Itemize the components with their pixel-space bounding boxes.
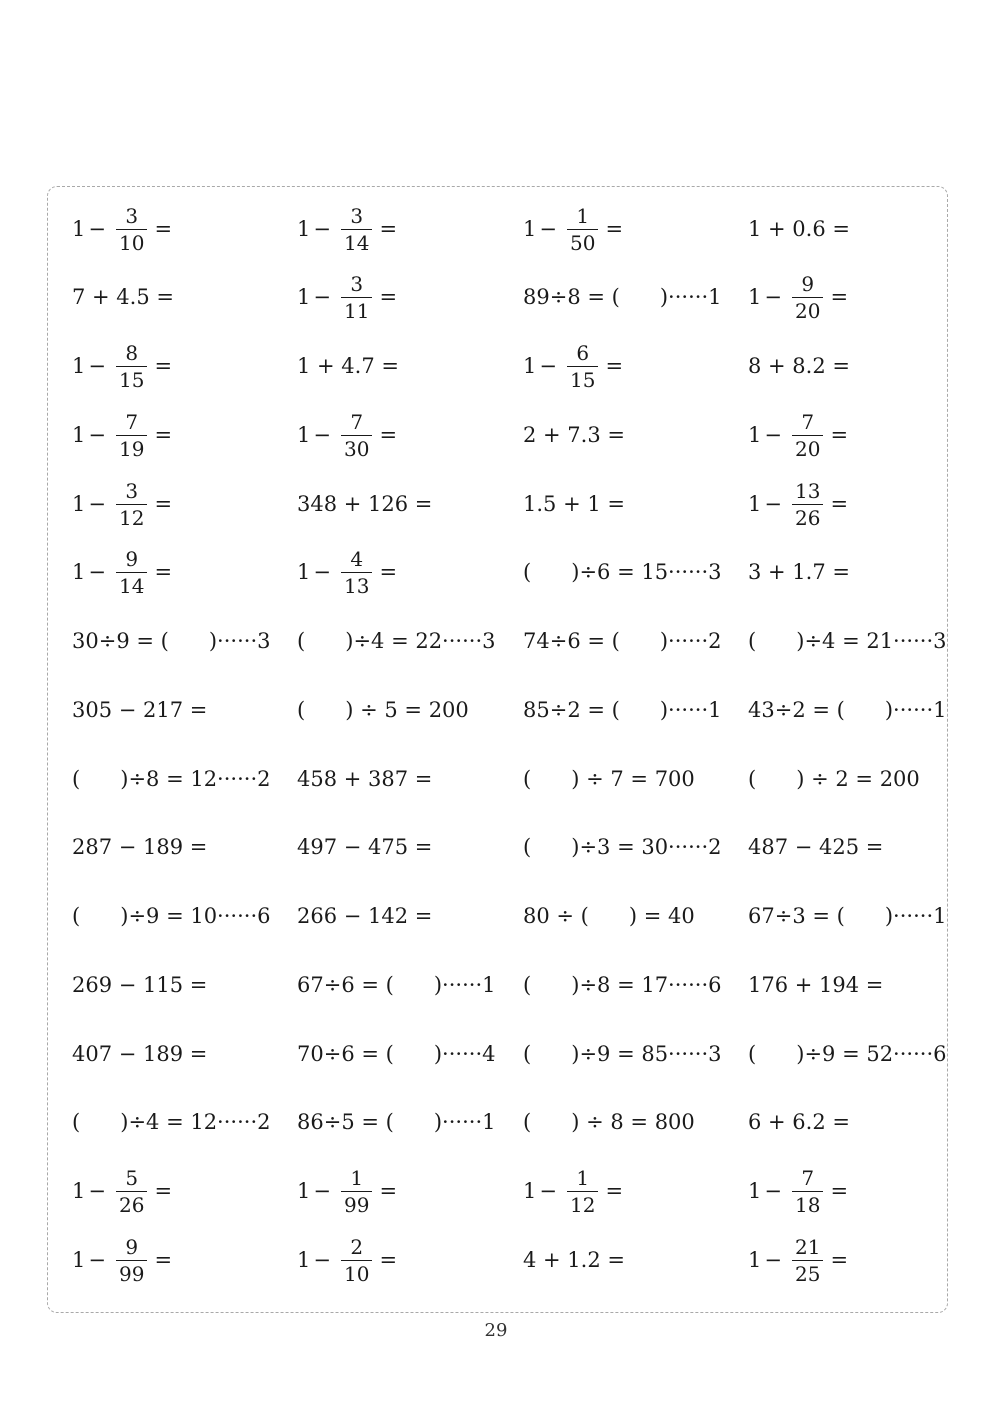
whole-number: 1	[297, 216, 311, 241]
numerator: 7	[801, 1166, 815, 1190]
problem-r8-c4	[748, 680, 946, 740]
problem-r11-c3	[523, 887, 695, 947]
denominator: 50	[567, 229, 598, 253]
problem-r2-c4	[748, 268, 848, 328]
expression: 7 + 4.5 =	[72, 285, 174, 310]
expression: ( ) ÷ 8 = 800	[523, 1110, 695, 1135]
whole-number: 1	[523, 354, 537, 378]
fraction	[116, 203, 147, 255]
operator: −	[539, 216, 557, 241]
numerator: 8	[125, 341, 139, 365]
denominator: 13	[341, 572, 372, 596]
whole-number: 1	[297, 422, 311, 447]
problem-r1-c4	[748, 199, 850, 259]
problem-r11-c4	[748, 887, 946, 947]
equals-sign: =	[379, 285, 398, 310]
denominator: 15	[116, 366, 147, 390]
problem-r8-c1	[72, 680, 207, 740]
equals-sign: =	[830, 491, 849, 516]
whole-number: 1	[748, 285, 762, 310]
denominator: 99	[341, 1191, 372, 1215]
fraction	[792, 272, 823, 324]
problem-r10-c3	[523, 818, 721, 878]
problem-r5-c1	[72, 474, 172, 534]
whole-number: 1	[523, 1179, 537, 1203]
equals-sign: =	[830, 1179, 849, 1203]
problem-r2-c3	[523, 268, 721, 328]
equals-sign: =	[605, 354, 624, 378]
fraction	[792, 1168, 823, 1215]
problem-r3-c3	[523, 337, 623, 397]
problem-r8-c2	[297, 680, 469, 740]
fraction	[116, 409, 147, 461]
problem-r12-c2	[297, 955, 495, 1015]
expression: 407 − 189 =	[72, 1041, 208, 1066]
expression: 1.5 + 1 =	[523, 491, 625, 516]
fraction	[341, 203, 372, 255]
operator: −	[539, 1179, 557, 1203]
problem-r11-c2	[297, 887, 432, 947]
problem-r16-c2	[297, 1230, 397, 1290]
equals-sign: =	[379, 1247, 398, 1272]
equals-sign: =	[379, 216, 398, 241]
expression: ( )÷4 = 22······3	[297, 629, 496, 653]
operator: −	[88, 216, 106, 241]
problem-r10-c4	[748, 818, 883, 878]
problem-r6-c2	[297, 543, 397, 603]
fraction	[792, 478, 823, 530]
equals-sign: =	[154, 560, 173, 585]
expression: 86÷5 = ( )······1	[297, 1110, 496, 1135]
operator: −	[313, 560, 331, 585]
denominator: 19	[116, 435, 147, 459]
numerator: 3	[350, 203, 364, 228]
fraction	[792, 409, 823, 461]
problem-r13-c3	[523, 1024, 721, 1084]
expression: ( )÷4 = 12······2	[72, 1110, 271, 1135]
problem-r9-c4	[748, 749, 920, 809]
operator: −	[313, 285, 331, 310]
problem-r14-c1	[72, 1093, 270, 1153]
numerator: 5	[125, 1166, 139, 1190]
denominator: 99	[116, 1260, 147, 1284]
expression: 80 ÷ ( ) = 40	[523, 904, 695, 928]
fraction	[341, 1234, 372, 1286]
problem-r3-c2	[297, 337, 399, 397]
operator: −	[764, 1247, 782, 1272]
equals-sign: =	[154, 354, 173, 378]
numerator: 2	[350, 1234, 364, 1259]
problem-r12-c3	[523, 955, 721, 1015]
numerator: 9	[125, 547, 139, 572]
fraction	[116, 1168, 147, 1215]
operator: −	[313, 1179, 331, 1203]
denominator: 11	[341, 297, 372, 321]
operator: −	[88, 560, 106, 585]
problem-r7-c3	[523, 612, 721, 672]
denominator: 15	[567, 366, 598, 390]
equals-sign: =	[830, 285, 849, 310]
expression: ( ) ÷ 7 = 700	[523, 766, 695, 791]
fraction	[116, 1234, 147, 1286]
expression: 67÷3 = ( )······1	[748, 904, 947, 928]
equals-sign: =	[154, 422, 173, 447]
denominator: 30	[341, 435, 372, 459]
whole-number: 1	[72, 1247, 86, 1272]
expression: ( )÷9 = 10······6	[72, 904, 271, 928]
numerator: 1	[576, 1166, 590, 1190]
expression: 269 − 115 =	[72, 972, 208, 997]
operator: −	[313, 1247, 331, 1272]
problem-r4-c4	[748, 405, 848, 465]
problem-r16-c1	[72, 1230, 172, 1290]
whole-number: 1	[72, 422, 86, 447]
numerator: 7	[801, 409, 815, 434]
problem-r11-c1	[72, 887, 270, 947]
expression: ( )÷6 = 15······3	[523, 560, 722, 585]
whole-number: 1	[748, 491, 762, 516]
problem-r16-c4	[748, 1230, 848, 1290]
numerator: 21	[794, 1234, 821, 1259]
problem-r13-c4	[748, 1024, 946, 1084]
equals-sign: =	[830, 1247, 849, 1272]
whole-number: 1	[72, 354, 86, 378]
expression: ( )÷8 = 12······2	[72, 766, 271, 791]
expression: 497 − 475 =	[297, 835, 433, 860]
equals-sign: =	[154, 491, 173, 516]
problem-r3-c4	[748, 337, 850, 397]
denominator: 20	[792, 435, 823, 459]
denominator: 26	[116, 1191, 147, 1215]
fraction	[116, 478, 147, 530]
numerator: 3	[125, 478, 139, 503]
fraction	[341, 272, 372, 324]
numerator: 9	[801, 272, 815, 297]
problem-r15-c2	[297, 1162, 397, 1222]
equals-sign: =	[605, 1179, 624, 1203]
problem-r5-c3	[523, 474, 625, 534]
problem-r4-c3	[523, 405, 625, 465]
fraction	[341, 409, 372, 461]
numerator: 1	[350, 1166, 364, 1190]
problem-r4-c2	[297, 405, 397, 465]
page-number: 29	[484, 1320, 508, 1341]
whole-number: 1	[748, 1247, 762, 1272]
whole-number: 1	[72, 560, 86, 585]
numerator: 6	[576, 341, 590, 365]
operator: −	[88, 1247, 106, 1272]
operator: −	[88, 422, 106, 447]
problem-r6-c3	[523, 543, 721, 603]
equals-sign: =	[154, 1179, 173, 1203]
problem-r12-c4	[748, 955, 883, 1015]
expression: 1 + 4.7 =	[297, 354, 399, 378]
expression: 30÷9 = ( )······3	[72, 629, 271, 653]
problem-r13-c1	[72, 1024, 207, 1084]
equals-sign: =	[154, 216, 173, 241]
problem-r9-c2	[297, 749, 432, 809]
problem-r15-c1	[72, 1162, 172, 1222]
expression: 89÷8 = ( )······1	[523, 285, 722, 310]
problem-r3-c1	[72, 337, 172, 397]
numerator: 3	[350, 272, 364, 297]
denominator: 12	[116, 504, 147, 528]
denominator: 12	[567, 1191, 598, 1215]
operator: −	[764, 422, 782, 447]
operator: −	[313, 422, 331, 447]
problem-r1-c1	[72, 199, 172, 259]
problem-r14-c3	[523, 1093, 695, 1153]
problem-r1-c2	[297, 199, 397, 259]
numerator: 7	[125, 409, 139, 434]
problem-r2-c1	[72, 268, 174, 328]
fraction	[341, 1168, 372, 1215]
whole-number: 1	[297, 560, 311, 585]
whole-number: 1	[748, 422, 762, 447]
numerator: 9	[125, 1234, 139, 1259]
expression: 74÷6 = ( )······2	[523, 629, 722, 653]
expression: 2 + 7.3 =	[523, 422, 625, 447]
equals-sign: =	[605, 216, 624, 241]
operator: −	[764, 1179, 782, 1203]
expression: 348 + 126 =	[297, 491, 433, 516]
expression: 6 + 6.2 =	[748, 1110, 850, 1135]
expression: 266 − 142 =	[297, 904, 433, 928]
operator: −	[88, 491, 106, 516]
denominator: 14	[341, 229, 372, 253]
operator: −	[764, 491, 782, 516]
fraction	[116, 547, 147, 599]
problem-r9-c1	[72, 749, 270, 809]
expression: 70÷6 = ( )······4	[297, 1041, 496, 1066]
equals-sign: =	[154, 1247, 173, 1272]
problem-r14-c4	[748, 1093, 850, 1153]
denominator: 25	[792, 1260, 823, 1284]
operator: −	[88, 1179, 106, 1203]
whole-number: 1	[297, 1179, 311, 1203]
whole-number: 1	[523, 216, 537, 241]
whole-number: 1	[297, 285, 311, 310]
whole-number: 1	[72, 1179, 86, 1203]
problem-r7-c4	[748, 612, 946, 672]
expression: ( ) ÷ 2 = 200	[748, 766, 920, 791]
problem-r9-c3	[523, 749, 695, 809]
expression: ( )÷8 = 17······6	[523, 972, 722, 997]
operator: −	[764, 285, 782, 310]
fraction	[567, 1168, 598, 1215]
numerator: 3	[125, 203, 139, 228]
equals-sign: =	[830, 422, 849, 447]
denominator: 18	[792, 1191, 823, 1215]
problem-r6-c1	[72, 543, 172, 603]
denominator: 14	[116, 572, 147, 596]
denominator: 26	[792, 504, 823, 528]
problem-r5-c4	[748, 474, 848, 534]
expression: 176 + 194 =	[748, 972, 884, 997]
problem-r14-c2	[297, 1093, 495, 1153]
expression: 8 + 8.2 =	[748, 354, 850, 378]
fraction	[116, 343, 147, 390]
problem-r8-c3	[523, 680, 721, 740]
denominator: 20	[792, 297, 823, 321]
whole-number: 1	[748, 1179, 762, 1203]
fraction	[792, 1234, 823, 1286]
expression: 67÷6 = ( )······1	[297, 972, 496, 997]
numerator: 4	[350, 547, 364, 572]
expression: 458 + 387 =	[297, 766, 433, 791]
equals-sign: =	[379, 422, 398, 447]
problem-r7-c2	[297, 612, 495, 672]
expression: 3 + 1.7 =	[748, 560, 850, 585]
expression: 1 + 0.6 =	[748, 216, 850, 241]
expression: 43÷2 = ( )······1	[748, 697, 947, 722]
denominator: 10	[341, 1260, 372, 1284]
operator: −	[539, 354, 557, 378]
problem-r15-c3	[523, 1162, 623, 1222]
fraction	[567, 203, 598, 255]
problem-r6-c4	[748, 543, 850, 603]
problem-r10-c1	[72, 818, 207, 878]
numerator: 1	[576, 203, 590, 228]
fraction	[341, 547, 372, 599]
expression: ( )÷9 = 52······6	[748, 1041, 947, 1066]
expression: ( )÷4 = 21······3	[748, 629, 947, 653]
problem-r1-c3	[523, 199, 623, 259]
problem-r2-c2	[297, 268, 397, 328]
equals-sign: =	[379, 1179, 398, 1203]
problem-r10-c2	[297, 818, 432, 878]
denominator: 10	[116, 229, 147, 253]
numerator: 7	[350, 409, 364, 434]
expression: 287 − 189 =	[72, 835, 208, 860]
problem-r4-c1	[72, 405, 172, 465]
problem-r13-c2	[297, 1024, 495, 1084]
operator: −	[88, 354, 106, 378]
expression: ( )÷3 = 30······2	[523, 835, 722, 860]
problem-r7-c1	[72, 612, 270, 672]
whole-number: 1	[72, 216, 86, 241]
problem-r16-c3	[523, 1230, 625, 1290]
operator: −	[313, 216, 331, 241]
expression: 487 − 425 =	[748, 835, 884, 860]
expression: ( )÷9 = 85······3	[523, 1041, 722, 1066]
whole-number: 1	[297, 1247, 311, 1272]
expression: 305 − 217 =	[72, 697, 208, 722]
expression: 4 + 1.2 =	[523, 1247, 625, 1272]
expression: ( ) ÷ 5 = 200	[297, 697, 469, 722]
problem-r15-c4	[748, 1162, 848, 1222]
problem-r12-c1	[72, 955, 207, 1015]
equals-sign: =	[379, 560, 398, 585]
problem-r5-c2	[297, 474, 432, 534]
numerator: 13	[794, 478, 821, 503]
whole-number: 1	[72, 491, 86, 516]
fraction	[567, 343, 598, 390]
expression: 85÷2 = ( )······1	[523, 697, 722, 722]
